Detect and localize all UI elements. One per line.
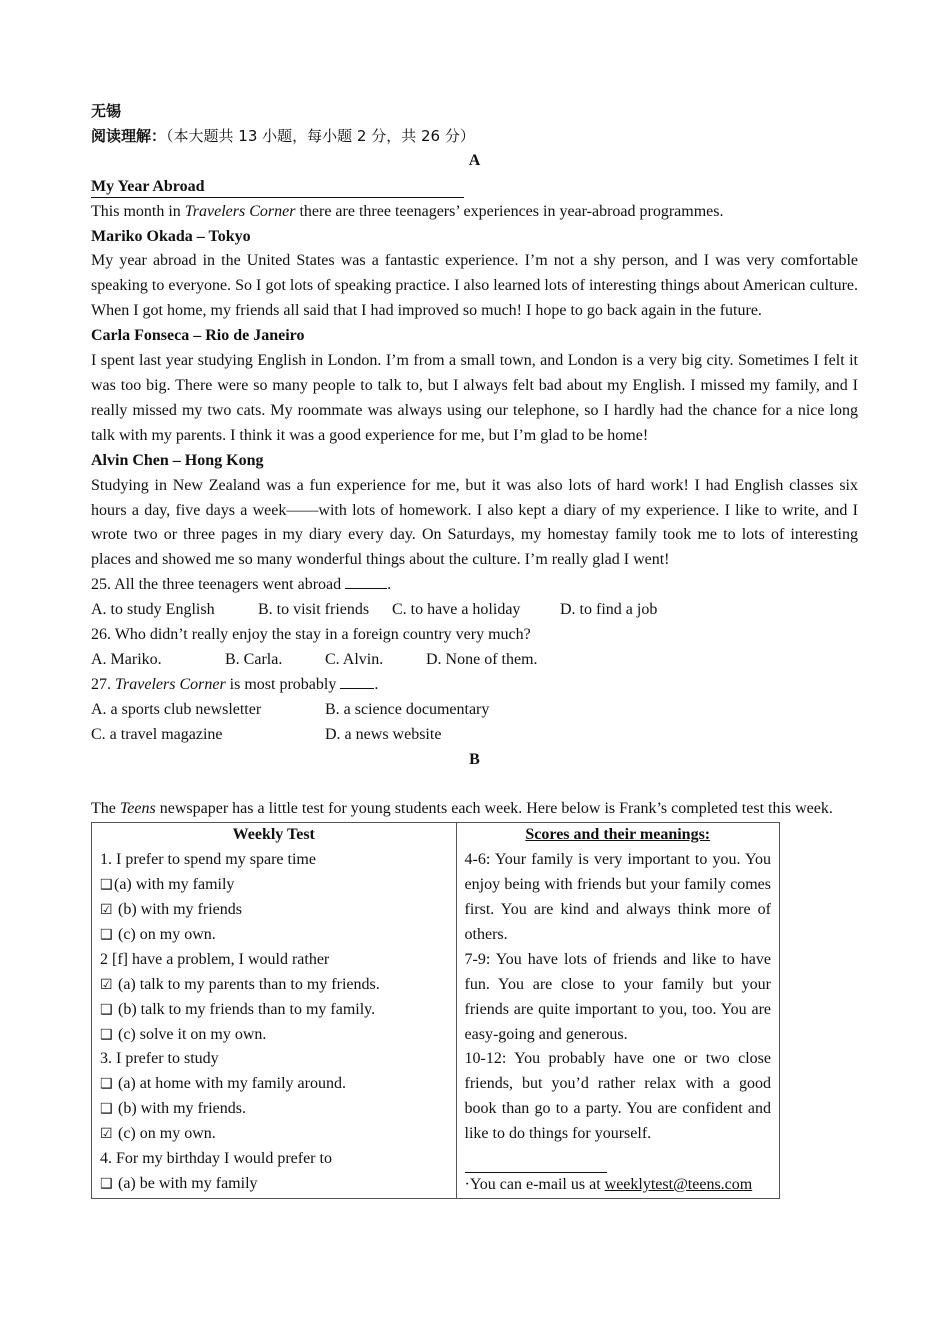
person-text: My year abroad in the United States was a fantastic experience. I’m not a shy person, and I was very comfortable speaking to everyone. So I got lots of speaking practice. I also learned lots of interesting things about American culture. When I got home, my friends all said that I had improved so much! I hope to go back again in the future. xyxy=(91,252,858,320)
test-option xyxy=(100,923,448,948)
question-number: 27. xyxy=(91,675,115,693)
option-text: (c) on my own. xyxy=(114,925,216,943)
test-line: 4. For my birthday I would prefer to xyxy=(100,1150,332,1168)
question-27 xyxy=(91,673,858,698)
option-text: (a) be with my family xyxy=(114,1174,258,1192)
option-text: (b) talk to my friends than to my family. xyxy=(114,1000,376,1018)
answer-blank xyxy=(345,574,387,589)
question-27-options-row-2 xyxy=(91,723,858,748)
score-meaning: 4-6: Your family is very important to you. You enjoy being with friends but your family comes first. You are kind and always think more of others. xyxy=(464,851,771,943)
email-line xyxy=(465,1173,771,1198)
checkbox-empty-icon: ❑ xyxy=(100,1175,113,1192)
intro-italic: Teens xyxy=(119,800,156,818)
checkbox-checked-icon: ☑ xyxy=(100,976,113,993)
option-text: (c) solve it on my own. xyxy=(114,1025,267,1043)
option: A. to study English xyxy=(91,601,215,619)
test-option xyxy=(100,873,448,898)
intro-text-end: there are three teenagers’ experiences in year-abroad programmes. xyxy=(295,202,724,220)
section-label: 阅读理解： xyxy=(91,126,167,145)
question-stem: 25. All the three teenagers went abroad xyxy=(91,576,346,594)
score-meaning: 7-9: You have lots of friends and like to have fun. You are close to your family but your friends are quite important to you, too. You are easy-going and generous. xyxy=(464,950,771,1043)
region-label: 无锡 xyxy=(91,102,122,120)
option: D. a news website xyxy=(325,725,442,743)
person-text: Studying in New Zealand was a fun experience for me, but it was also lots of hard work! I had English classes six hours a day, five days a week——with lots of homework. I also kept a diary of my experience. I like to write, and I wrote two or three pages in my diary every day. On Saturdays, my homestay family took me to lots of interesting places and showed me so many wonderful things about the culture. I’m really glad I went! xyxy=(91,476,858,569)
intro-text: The xyxy=(91,800,120,818)
option: D. to find a job xyxy=(560,601,658,619)
weekly-test-header: Weekly Test xyxy=(232,826,315,844)
option: A. Mariko. xyxy=(91,650,162,668)
option: B. Carla. xyxy=(225,650,283,668)
person-name: Mariko Okada – Tokyo xyxy=(91,227,251,245)
section-heading xyxy=(91,124,858,149)
section-note: （本大题共 13 小题，每小题 2 分，共 26 分） xyxy=(166,126,475,145)
question-stem: is most probably xyxy=(225,675,341,693)
option: A. a sports club newsletter xyxy=(91,700,262,718)
test-line: 3. I prefer to study xyxy=(100,1050,219,1068)
intro-text-end: newspaper has a little test for young students each week. Here below is Frank’s completed test this week. xyxy=(155,800,833,818)
part-a-label: A xyxy=(468,151,481,169)
test-option xyxy=(100,1097,448,1122)
divider xyxy=(465,1152,607,1173)
score-meaning: 10-12: You probably have one or two close friends, but you’d rather relax with a good book than go to a party. You are confident and like to do things for yourself. xyxy=(464,1050,771,1143)
checkbox-empty-icon: ❑ xyxy=(100,1101,113,1118)
option-text: (a) talk to my parents than to my friends. xyxy=(114,975,380,993)
question-27-options-row-1 xyxy=(91,698,858,723)
document-page xyxy=(91,99,858,1199)
question-25-options xyxy=(91,598,858,623)
checkbox-empty-icon: ❑ xyxy=(100,1076,113,1093)
part-b-intro xyxy=(91,797,858,822)
test-option xyxy=(100,1072,448,1097)
email-prefix: ·You can e-mail us at xyxy=(464,1176,605,1194)
option: D. None of them. xyxy=(426,650,538,668)
question-26: 26. Who didn’t really enjoy the stay in a foreign country very much? xyxy=(91,626,531,644)
option-text: (b) with my friends. xyxy=(114,1100,246,1118)
option: B. a science documentary xyxy=(325,700,490,718)
intro-text: This month in xyxy=(91,202,185,220)
checkbox-empty-icon: ❑ xyxy=(100,877,113,894)
test-line: 1. I prefer to spend my spare time xyxy=(100,851,316,869)
option-text: (a) with my family xyxy=(114,876,235,894)
test-option xyxy=(100,898,448,923)
question-italic: Travelers Corner xyxy=(115,675,226,693)
scores-column xyxy=(456,823,779,1199)
checkbox-checked-icon: ☑ xyxy=(100,1126,113,1143)
test-option xyxy=(100,998,448,1023)
option: B. to visit friends xyxy=(258,601,370,619)
test-option xyxy=(100,1023,448,1048)
test-option xyxy=(100,1172,448,1197)
option: C. to have a holiday xyxy=(392,601,521,619)
passage-title xyxy=(91,174,858,200)
passage-intro xyxy=(91,200,858,225)
part-b-label: B xyxy=(469,750,480,768)
answer-blank xyxy=(340,674,374,689)
spacer xyxy=(91,772,858,797)
question-26-options xyxy=(91,648,858,673)
test-option xyxy=(100,1122,448,1147)
option-text: (b) with my friends xyxy=(114,900,242,918)
scores-header: Scores and their meanings: xyxy=(525,826,711,844)
checkbox-empty-icon: ❑ xyxy=(100,926,113,943)
question-stem-end: . xyxy=(387,576,392,594)
person-text: I spent last year studying English in London. I’m from a small town, and London is a very big city. Sometimes I felt it was too big. There were so many people to talk to, but I always felt bad about my English. I missed my family, and I really missed my two cats. My roommate was always using our telephone, so I hardly had the chance for a nice long talk with my parents. I think it was a good experience for me, but I’m glad to be home! xyxy=(91,352,858,444)
passage-title-text: My Year Abroad xyxy=(91,174,464,198)
checkbox-empty-icon: ❑ xyxy=(100,1026,113,1043)
option-text: (c) on my own. xyxy=(114,1125,216,1143)
option: C. a travel magazine xyxy=(91,725,223,743)
test-line: 2 [f] have a problem, I would rather xyxy=(100,950,330,968)
checkbox-empty-icon: ❑ xyxy=(100,1001,113,1018)
checkbox-checked-icon: ☑ xyxy=(100,901,113,918)
intro-italic: Travelers Corner xyxy=(184,202,296,220)
person-name: Alvin Chen – Hong Kong xyxy=(91,451,264,469)
option-text: (a) at home with my family around. xyxy=(114,1075,346,1093)
test-option xyxy=(100,973,448,998)
option: C. Alvin. xyxy=(325,650,384,668)
person-name: Carla Fonseca – Rio de Janeiro xyxy=(91,327,305,345)
question-25 xyxy=(91,573,858,598)
question-stem-end: . xyxy=(374,675,379,693)
weekly-test-table xyxy=(91,822,780,1199)
weekly-test-column xyxy=(92,823,457,1199)
email-link[interactable]: weeklytest@teens.com xyxy=(604,1176,753,1194)
